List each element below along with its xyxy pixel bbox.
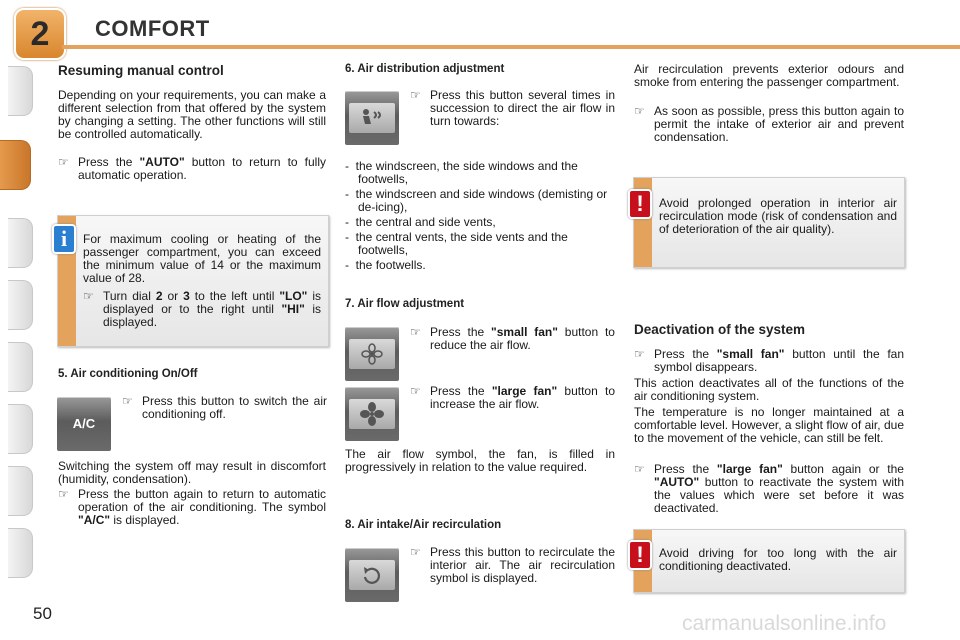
small-fan-icon [358, 342, 386, 366]
air-distribution-button-image [345, 91, 399, 145]
watermark: carmanualsonline.info [682, 612, 887, 635]
warning-note-recirculation [633, 177, 905, 268]
info-note [57, 215, 329, 347]
chapter-tab[interactable] [8, 528, 33, 578]
ac-on-bullet: ☞ Press the button again to return to automatic operation of the air conditioning. The symbol "A/C" is displayed. [58, 487, 326, 527]
distribution-list [345, 160, 615, 272]
chapter-header [0, 0, 960, 58]
pointer-icon: ☞ [122, 394, 133, 408]
section-heading-recirculation: 8. Air intake/Air recirculation [345, 519, 502, 531]
warning-icon: ! [628, 189, 652, 219]
manual-control-paragraph: Depending on your requirements, you can make a different selection from that offered by the system by changing a setting. The other functions will still be controlled automatically. [58, 88, 326, 141]
pointer-icon: ☞ [58, 487, 69, 501]
ac-button-image [57, 397, 111, 451]
pointer-icon: ☞ [634, 104, 645, 118]
pointer-icon: ☞ [83, 289, 94, 303]
recirculation-paragraph: Air recirculation prevents exterior odours and smoke from entering the passenger compartment. [634, 62, 904, 89]
ac-off-bullet: ☞ Press this button to switch the air conditioning off. [122, 394, 327, 421]
deactivation-paragraph-2: The temperature is no longer maintained at a comfortable level. However, a slight flow of air, due to the movement of the vehicle, can still be felt. [634, 405, 904, 445]
info-note-text: For maximum cooling or heating of the passenger compartment, you can exceed the minimum value of 14 or the maximum value of 28. [83, 232, 321, 285]
recirculation-bullet: ☞ Press this button to recirculate the interior air. The air recirculation symbol is displayed. [410, 545, 615, 585]
section-heading-air-distribution: 6. Air distribution adjustment [345, 63, 505, 75]
list-item: - the windscreen, the side windows and the footwells, [345, 159, 578, 186]
list-item: - the footwells. [345, 258, 426, 272]
chapter-tab[interactable] [8, 466, 33, 516]
air-distribution-bullet: ☞ Press this button several times in succession to direct the air flow in turn towards: [410, 88, 615, 128]
title-rule [62, 45, 960, 49]
pointer-icon: ☞ [634, 462, 645, 476]
list-item: - the central vents, the side vents and the footwells, [345, 230, 568, 257]
recirculation-off-bullet: ☞ As soon as possible, press this button again to permit the intake of exterior air and prevent condensation. [634, 104, 904, 144]
page-number: 50 [33, 604, 52, 623]
chapter-tabs [0, 60, 34, 575]
pointer-icon: ☞ [410, 88, 421, 102]
section-heading-manual-control: Resuming manual control [58, 63, 224, 78]
warning-note-text: Avoid prolonged operation in interior air recirculation mode (risk of condensation and of deterioration of the air quality). [659, 196, 897, 236]
chapter-tab-active[interactable] [0, 140, 31, 190]
large-fan-icon [358, 402, 386, 426]
chapter-tab[interactable] [8, 66, 33, 116]
fan-symbol-paragraph: The air flow symbol, the fan, is filled in progressively in relation to the value required. [345, 447, 615, 474]
chapter-tab[interactable] [8, 280, 33, 330]
pointer-icon: ☞ [634, 347, 645, 361]
list-item: - the windscreen and side windows (demisting or de-icing), [345, 187, 608, 214]
chapter-title: COMFORT [95, 16, 210, 41]
warning-icon: ! [628, 540, 652, 570]
large-fan-button-image [345, 387, 399, 441]
small-fan-bullet: ☞ Press the "small fan" button to reduce the air flow. [410, 325, 615, 352]
pointer-icon: ☞ [58, 155, 69, 169]
deactivate-bullet: ☞ Press the "small fan" button until the fan symbol disappears. [634, 347, 904, 374]
ac-off-paragraph: Switching the system off may result in discomfort (humidity, condensation). [58, 459, 326, 486]
section-heading-ac: 5. Air conditioning On/Off [58, 368, 198, 380]
reactivate-bullet: ☞ Press the "large fan" button again or the "AUTO" button to reactivate the system with the values which were set before it was deactivated. [634, 462, 904, 515]
ac-button-label: A/C [72, 416, 96, 431]
chapter-tab[interactable] [8, 404, 33, 454]
auto-bullet: ☞ Press the "AUTO" button to return to fully automatic operation. [58, 155, 326, 182]
small-fan-button-image [345, 327, 399, 381]
chapter-tab[interactable] [8, 218, 33, 268]
large-fan-bullet: ☞ Press the "large fan" button to increase the air flow. [410, 384, 616, 411]
warning-note-text: Avoid driving for too long with the air conditioning deactivated. [659, 546, 897, 573]
section-heading-deactivation: Deactivation of the system [634, 322, 806, 337]
warning-note-deactivated [633, 529, 905, 593]
chapter-number-badge: 2 [14, 8, 66, 60]
recirculation-button-image [345, 548, 399, 602]
info-note-bullet: ☞ Turn dial 2 or 3 to the left until "LO" is displayed or to the right until "HI" is displayed. [83, 289, 322, 329]
pointer-icon: ☞ [410, 384, 421, 398]
pointer-icon: ☞ [410, 325, 421, 339]
recirculation-icon [358, 563, 386, 587]
chapter-tab[interactable] [8, 342, 33, 392]
deactivation-paragraph-1: This action deactivates all of the functions of the air conditioning system. [634, 376, 904, 403]
pointer-icon: ☞ [410, 545, 421, 559]
list-item: - the central and side vents, [345, 215, 496, 229]
air-distribution-icon [358, 106, 386, 130]
section-heading-air-flow: 7. Air flow adjustment [345, 298, 465, 310]
info-icon: i [52, 224, 76, 254]
